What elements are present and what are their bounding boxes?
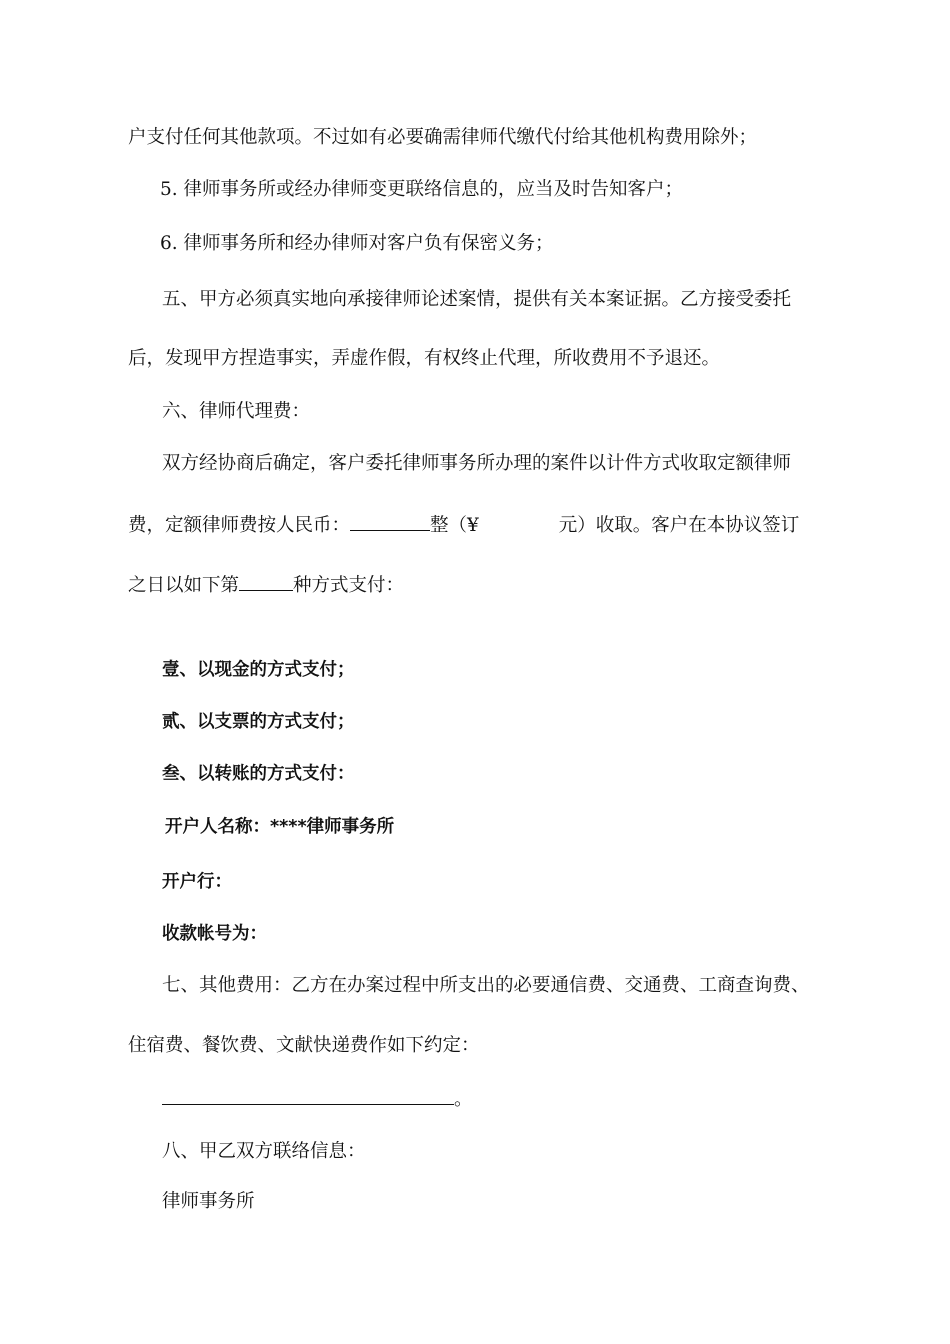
clause-six-text: 双方经协商后确定，客户委托律师事务所办理的案件以计件方式收取定额律师 <box>162 453 792 474</box>
fee-label: 费，定额律师费按人民币： <box>128 515 351 536</box>
other-fee-blank <box>162 1086 454 1105</box>
account-number: 收款帐号为： <box>162 924 267 944</box>
payment-method-blank <box>239 572 293 591</box>
list-item-6: 6. 律师事务所和经办律师对客户负有保密义务； <box>160 233 554 254</box>
other-fee-line: 。 <box>162 1086 473 1112</box>
fee-line <box>128 512 799 538</box>
clause-seven: 七、其他费用：乙方在办案过程中所支出的必要通信费、交通费、工商查询费、 <box>162 975 810 996</box>
clause-six-heading: 六、律师代理费： <box>162 401 311 422</box>
law-firm-label: 律师事务所 <box>162 1191 255 1212</box>
payment-option-check: 贰、以支票的方式支付； <box>162 712 355 732</box>
text-line: 后，发现甲方捏造事实，弄虚作假，有权终止代理，所收费用不予退还。 <box>128 348 721 369</box>
clause-five: 五、甲方必须真实地向承接律师论述案情，提供有关本案证据。乙方接受委托 <box>162 289 792 310</box>
payment-option-transfer: 叁、以转账的方式支付： <box>162 764 355 784</box>
text-line: 住宿费、餐饮费、文献快递费作如下约定： <box>128 1035 480 1056</box>
text-line: 户支付任何其他款项。不过如有必要确需律师代缴代付给其他机构费用除外； <box>128 127 758 148</box>
fee-yuan-label: 元）收取。客户在本协议签订 <box>558 515 800 536</box>
fee-amount-blank <box>350 512 430 531</box>
payment-label: 之日以如下第 <box>128 575 240 596</box>
list-item-5: 5. 律师事务所或经办律师变更联络信息的，应当及时告知客户； <box>160 179 684 200</box>
fee-whole-label: 整（¥ <box>430 515 479 536</box>
payment-option-cash: 壹、以现金的方式支付； <box>162 660 355 680</box>
clause-eight: 八、甲乙双方联络信息： <box>162 1141 366 1162</box>
bank-name: 开户行： <box>162 872 232 892</box>
payment-suffix: 种方式支付： <box>293 575 405 596</box>
account-name: 开户人名称：****律师事务所 <box>165 817 395 837</box>
payment-method-line <box>128 572 404 598</box>
